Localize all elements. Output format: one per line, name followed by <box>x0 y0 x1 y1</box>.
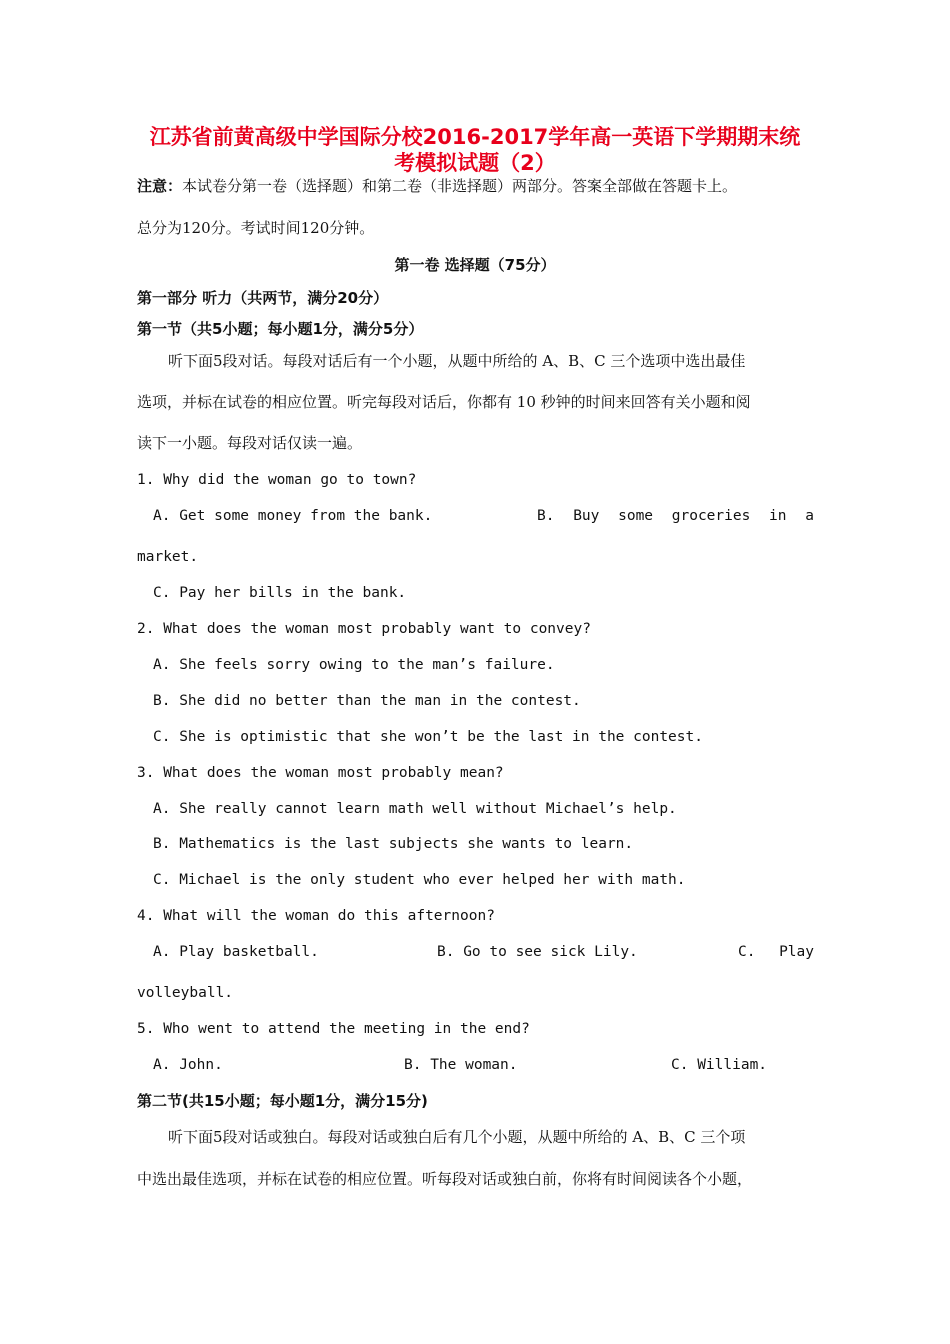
question-3-option-c: C. Michael is the only student who ever helped her with math. <box>153 872 686 888</box>
question-1-option-b <box>537 506 814 526</box>
option-b-word: in <box>769 508 787 524</box>
option-b-word: B. <box>537 508 555 524</box>
notice-line-1 <box>137 176 737 196</box>
section2-instruction-2: 中选出最佳选项，并标在试卷的相应位置。听每段对话或独白前，你将有时间阅读各个小题， <box>137 1170 753 1188</box>
title-line-1: 江苏省前黄高级中学国际分校2016-2017学年高一英语下学期期末统 <box>149 125 801 149</box>
question-5-option-a: A. John. <box>153 1057 223 1073</box>
question-2-option-a: A. She feels sorry owing to the man’s failure. <box>153 657 555 673</box>
notice-line-2: 总分为120分。考试时间120分钟。 <box>137 219 375 237</box>
notice-label: 注意： <box>137 177 183 195</box>
question-4-option-a: A. Play basketball. <box>153 944 319 960</box>
option-b-word: a <box>805 508 814 524</box>
question-1-stem: 1. Why did the woman go to town? <box>137 472 417 488</box>
question-1-option-c: C. Pay her bills in the bank. <box>153 585 407 601</box>
question-5-option-b: B. The woman. <box>404 1057 518 1073</box>
option-c-word: Play <box>779 944 814 960</box>
section1-instruction-3: 读下一小题。每段对话仅读一遍。 <box>137 434 363 452</box>
question-3-option-a: A. She really cannot learn math well without Michael’s help. <box>153 801 677 817</box>
notice-text: 本试卷分第一卷（选择题）和第二卷（非选择题）两部分。答案全部做在答题卡上。 <box>182 177 738 195</box>
question-1-option-b-wrap: market. <box>137 549 199 565</box>
question-2-stem: 2. What does the woman most probably want to convey? <box>137 621 591 637</box>
option-c-word: C. <box>738 944 756 960</box>
question-4-stem: 4. What will the woman do this afternoon? <box>137 908 495 924</box>
question-3-option-b: B. Mathematics is the last subjects she wants to learn. <box>153 836 634 852</box>
option-b-word: Buy <box>573 508 600 524</box>
question-5-option-c: C. William. <box>671 1057 768 1073</box>
title-line-2: 考模拟试题（2） <box>394 151 556 175</box>
part1-heading: 第一部分 听力（共两节，满分20分） <box>137 289 389 307</box>
option-b-word: groceries <box>671 508 751 524</box>
question-4-option-c <box>738 942 814 962</box>
section2-instruction-1: 听下面5段对话或独白。每段对话或独白后有几个小题，从题中所给的 A、B、C 三个项 <box>168 1128 746 1146</box>
option-b-word: some <box>618 508 654 524</box>
question-4-option-c-wrap: volleyball. <box>137 985 234 1001</box>
question-3-stem: 3. What does the woman most probably mean? <box>137 765 504 781</box>
question-2-option-b: B. She did no better than the man in the contest. <box>153 693 581 709</box>
section1-instruction-2: 选项，并标在试卷的相应位置。听完每段对话后，你都有 10 秒钟的时间来回答有关小题和阅 <box>137 393 751 411</box>
section1-instruction-1: 听下面5段对话。每段对话后有一个小题，从题中所给的 A、B、C 三个选项中选出最佳 <box>168 352 746 370</box>
question-4-option-b: B. Go to see sick Lily. <box>437 944 638 960</box>
question-5-stem: 5. Who went to attend the meeting in the end? <box>137 1021 530 1037</box>
question-1-option-a: A. Get some money from the bank. <box>153 508 433 524</box>
section2-heading: 第二节(共15小题；每小题1分，满分15分) <box>137 1092 428 1110</box>
section1-heading: 第一节（共5小题；每小题1分，满分5分） <box>137 320 424 338</box>
volume1-heading: 第一卷 选择题（75分） <box>394 256 556 274</box>
question-2-option-c: C. She is optimistic that she won’t be the last in the contest. <box>153 729 703 745</box>
